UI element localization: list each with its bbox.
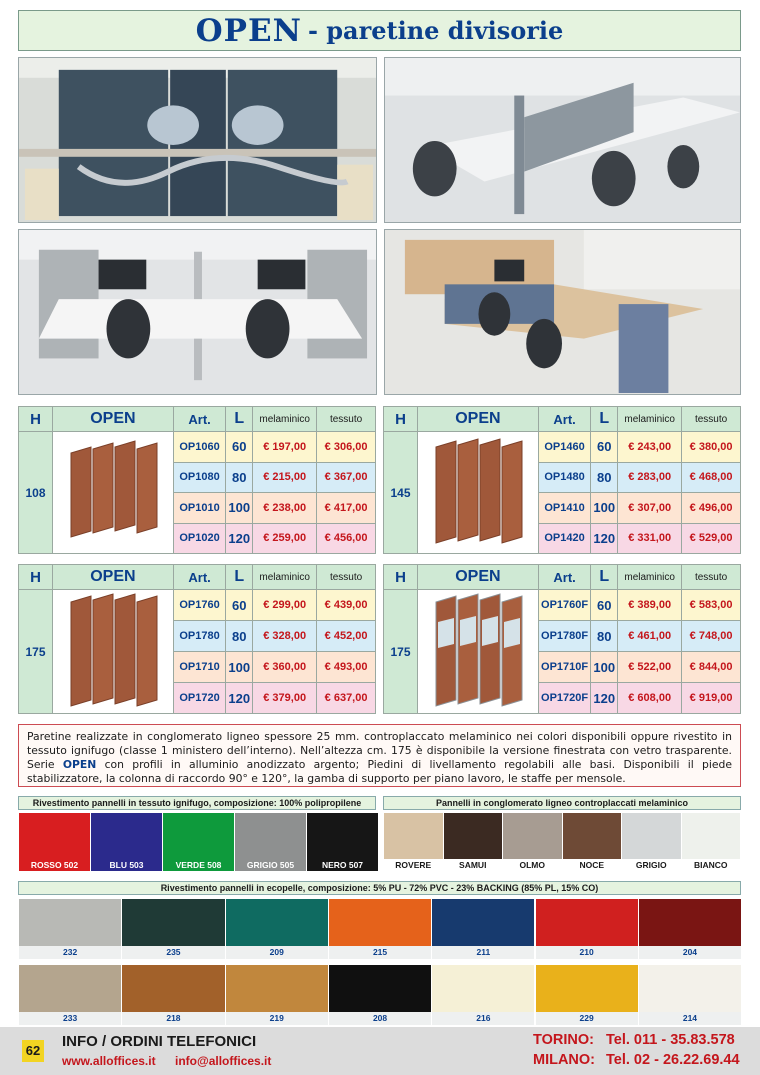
article-code: OP1460 — [538, 432, 591, 463]
price-melaminico: € 389,00 — [618, 590, 682, 621]
price-melaminico: € 608,00 — [618, 683, 682, 714]
office-photo-3 — [18, 229, 377, 395]
header-art: Art. — [173, 565, 226, 590]
page-number: 62 — [22, 1040, 44, 1062]
width-value: 120 — [591, 523, 618, 554]
price-tessuto: € 456,00 — [317, 523, 376, 554]
header-melaminico: melaminico — [618, 565, 682, 590]
article-code: OP1720F — [538, 683, 591, 714]
header-l: L — [226, 565, 253, 590]
ecopelle-swatch — [536, 965, 638, 1025]
office-photo-2 — [384, 57, 741, 223]
header-art: Art. — [538, 407, 591, 432]
torino-label: TORINO: — [533, 1032, 594, 1048]
width-value: 60 — [591, 432, 618, 463]
price-melaminico: € 197,00 — [253, 432, 317, 463]
width-value: 80 — [226, 621, 253, 652]
fabric-swatch — [307, 813, 378, 871]
price-table-108 — [18, 406, 376, 554]
wood-panels-image — [63, 590, 163, 708]
price-melaminico: € 259,00 — [253, 523, 317, 554]
price-tessuto: € 439,00 — [317, 590, 376, 621]
article-code: OP1420 — [538, 523, 591, 554]
header-open: OPEN — [418, 565, 539, 590]
melamine-swatch — [563, 813, 622, 871]
header-h: H — [19, 407, 53, 432]
ecopelle-swatch — [432, 965, 534, 1025]
melamine-swatch-label: SAMUI — [444, 859, 503, 871]
price-tessuto: € 529,00 — [682, 523, 741, 554]
melamine-swatch-label: BIANCO — [682, 859, 741, 871]
melamine-swatch-label: OLMO — [503, 859, 562, 871]
ecopelle-swatch — [19, 965, 121, 1025]
width-value: 80 — [591, 621, 618, 652]
melamine-swatch-label: GRIGIO — [622, 859, 681, 871]
page-title — [18, 10, 741, 51]
melamine-swatch — [622, 813, 681, 871]
header-h: H — [384, 407, 418, 432]
article-code: OP1720 — [173, 683, 226, 714]
fabric-swatch — [163, 813, 234, 871]
width-value: 80 — [226, 462, 253, 493]
melamine-swatch-label: ROVERE — [384, 859, 443, 871]
ecopelle-swatch-label: 233 — [19, 1012, 121, 1025]
description-series-name: OPEN — [62, 758, 97, 771]
price-tessuto: € 452,00 — [317, 621, 376, 652]
ecopelle-swatch — [226, 899, 328, 959]
width-value: 80 — [591, 462, 618, 493]
table-row — [384, 432, 741, 463]
price-tessuto: € 637,00 — [317, 683, 376, 714]
article-code: OP1060 — [173, 432, 226, 463]
header-art: Art. — [173, 407, 226, 432]
melamine-swatch — [444, 813, 503, 871]
ecopelle-swatch — [536, 899, 638, 959]
price-tessuto: € 417,00 — [317, 493, 376, 524]
width-value: 120 — [226, 683, 253, 714]
fabric-swatch — [235, 813, 306, 871]
price-melaminico: € 331,00 — [618, 523, 682, 554]
ecopelle-swatch — [639, 965, 741, 1025]
description-text-2: con profili in alluminio anodizzato argento; Piedini di livellamento regolabili alle basi. Disponibili il piede stabilizzatore, la colonna di raccordo 90° e 120°, la gamba di supporto per piano lavoro, le staffe per mensole. — [27, 758, 733, 785]
ecopelle-swatch-label: 210 — [536, 946, 638, 959]
product-description — [18, 724, 741, 787]
width-value: 120 — [591, 683, 618, 714]
header-h: H — [19, 565, 53, 590]
header-tessuto: tessuto — [317, 407, 376, 432]
header-l: L — [591, 565, 618, 590]
ecopelle-swatch-label: 211 — [432, 946, 534, 959]
website-link[interactable]: www.alloffices.it — [62, 1054, 156, 1068]
width-value: 60 — [591, 590, 618, 621]
price-tessuto: € 844,00 — [682, 652, 741, 683]
fabric-swatch-label: GRIGIO 505 — [246, 860, 295, 870]
article-code: OP1780 — [173, 621, 226, 652]
melamine-swatch — [503, 813, 562, 871]
fabric-swatch-label: NERO 507 — [321, 860, 364, 870]
ecopelle-swatch-label: 209 — [226, 946, 328, 959]
window-panels-image — [428, 590, 528, 708]
ecopelle-swatch — [19, 899, 121, 959]
price-tessuto: € 496,00 — [682, 493, 741, 524]
width-value: 100 — [226, 652, 253, 683]
ecopelle-swatch-label: 208 — [329, 1012, 431, 1025]
table-row — [19, 432, 376, 463]
article-code: OP1080 — [173, 462, 226, 493]
price-melaminico: € 283,00 — [618, 462, 682, 493]
title-main: OPEN — [195, 12, 302, 49]
price-melaminico: € 379,00 — [253, 683, 317, 714]
panel-illustration — [418, 432, 539, 554]
height-value: 108 — [19, 432, 53, 554]
panel-illustration — [53, 432, 174, 554]
table-header-row — [384, 565, 741, 590]
table-row — [19, 590, 376, 621]
header-tessuto: tessuto — [317, 565, 376, 590]
ecopelle-swatch-label: 204 — [639, 946, 741, 959]
price-melaminico: € 238,00 — [253, 493, 317, 524]
ecopelle-swatch-label: 214 — [639, 1012, 741, 1025]
milano-label: MILANO: — [533, 1052, 596, 1068]
table-header-row — [384, 407, 741, 432]
width-value: 100 — [591, 652, 618, 683]
ecopelle-swatch-label: 218 — [122, 1012, 224, 1025]
ecopelle-swatch-label: 232 — [19, 946, 121, 959]
price-tessuto: € 468,00 — [682, 462, 741, 493]
height-value: 145 — [384, 432, 418, 554]
page-footer — [0, 1027, 760, 1075]
ecopelle-swatch — [432, 899, 534, 959]
price-tessuto: € 380,00 — [682, 432, 741, 463]
ecopelle-swatch-label: 216 — [432, 1012, 534, 1025]
header-open: OPEN — [418, 407, 539, 432]
header-melaminico: melaminico — [253, 565, 317, 590]
price-melaminico: € 243,00 — [618, 432, 682, 463]
price-melaminico: € 522,00 — [618, 652, 682, 683]
table-header-row — [19, 565, 376, 590]
milano-phone: Tel. 02 - 26.22.69.44 — [606, 1052, 740, 1068]
article-code: OP1760 — [173, 590, 226, 621]
width-value: 100 — [591, 493, 618, 524]
width-value: 120 — [226, 523, 253, 554]
fabric-swatch — [91, 813, 162, 871]
width-value: 100 — [226, 493, 253, 524]
price-melaminico: € 461,00 — [618, 621, 682, 652]
ecopelle-swatch — [639, 899, 741, 959]
melamine-swatch — [682, 813, 741, 871]
header-tessuto: tessuto — [682, 407, 741, 432]
ecopelle-swatch — [122, 965, 224, 1025]
office-photo-1 — [18, 57, 377, 223]
torino-phone: Tel. 011 - 35.83.578 — [606, 1032, 735, 1048]
price-table-175-window — [383, 564, 741, 714]
header-l: L — [591, 407, 618, 432]
ecopelle-swatch — [329, 899, 431, 959]
header-open: OPEN — [53, 407, 174, 432]
price-tessuto: € 919,00 — [682, 683, 741, 714]
price-melaminico: € 360,00 — [253, 652, 317, 683]
table-header-row — [19, 407, 376, 432]
header-art: Art. — [538, 565, 591, 590]
wood-panels-image — [63, 435, 163, 545]
price-melaminico: € 299,00 — [253, 590, 317, 621]
price-tessuto: € 306,00 — [317, 432, 376, 463]
article-code: OP1710F — [538, 652, 591, 683]
header-h: H — [384, 565, 418, 590]
wood-panels-image — [428, 433, 528, 547]
article-code: OP1010 — [173, 493, 226, 524]
price-tessuto: € 583,00 — [682, 590, 741, 621]
fabric-swatch — [19, 813, 90, 871]
fabric-heading: Rivestimento pannelli in tessuto ignifugo, composizione: 100% polipropilene — [18, 796, 376, 810]
article-code: OP1480 — [538, 462, 591, 493]
header-melaminico: melaminico — [253, 407, 317, 432]
header-open: OPEN — [53, 565, 174, 590]
price-tessuto: € 748,00 — [682, 621, 741, 652]
width-value: 60 — [226, 590, 253, 621]
height-value: 175 — [384, 590, 418, 714]
ecopelle-swatch-label: 219 — [226, 1012, 328, 1025]
melamine-swatch-label: NOCE — [563, 859, 622, 871]
ecopelle-swatch — [122, 899, 224, 959]
footer-info-title: INFO / ORDINI TELEFONICI — [62, 1033, 257, 1050]
article-code: OP1710 — [173, 652, 226, 683]
ecopelle-swatch — [226, 965, 328, 1025]
panel-illustration — [53, 590, 174, 714]
article-code: OP1020 — [173, 523, 226, 554]
fabric-swatch-label: VERDE 508 — [175, 860, 222, 870]
price-table-175 — [18, 564, 376, 714]
fabric-swatch-label: ROSSO 502 — [30, 860, 79, 870]
price-table-145 — [383, 406, 741, 554]
title-sub: - paretine divisorie — [307, 16, 564, 45]
panel-illustration — [418, 590, 539, 714]
ecopelle-swatch — [329, 965, 431, 1025]
price-tessuto: € 367,00 — [317, 462, 376, 493]
price-melaminico: € 215,00 — [253, 462, 317, 493]
fabric-swatch-label: BLU 503 — [109, 860, 144, 870]
melamine-swatch — [384, 813, 443, 871]
description-text-1: Paretine realizzate in conglomerato ligneo spessore 25 mm. controplaccato melaminico nei colori disponibili oppure rivestito in tessuto ignifugo (classe 1 ministero dell’interno). Nell’altezza cm. 175 è disponibile la versione finestrata con vetro trasparente. Serie — [27, 730, 732, 771]
header-tessuto: tessuto — [682, 565, 741, 590]
melamine-heading: Pannelli in conglomerato ligneo controplaccati melaminico — [383, 796, 741, 810]
article-code: OP1780F — [538, 621, 591, 652]
height-value: 175 — [19, 590, 53, 714]
price-tessuto: € 493,00 — [317, 652, 376, 683]
price-melaminico: € 328,00 — [253, 621, 317, 652]
office-photo-4 — [384, 229, 741, 395]
ecopelle-heading: Rivestimento pannelli in ecopelle, composizione: 5% PU - 72% PVC - 23% BACKING (85% PL, 15% CO) — [18, 881, 741, 895]
header-melaminico: melaminico — [618, 407, 682, 432]
article-code: OP1410 — [538, 493, 591, 524]
width-value: 60 — [226, 432, 253, 463]
price-melaminico: € 307,00 — [618, 493, 682, 524]
header-l: L — [226, 407, 253, 432]
article-code: OP1760F — [538, 590, 591, 621]
table-row — [384, 590, 741, 621]
ecopelle-swatch-label: 215 — [329, 946, 431, 959]
ecopelle-swatch-label: 235 — [122, 946, 224, 959]
email-link[interactable]: info@alloffices.it — [175, 1054, 272, 1068]
ecopelle-swatch-label: 229 — [536, 1012, 638, 1025]
